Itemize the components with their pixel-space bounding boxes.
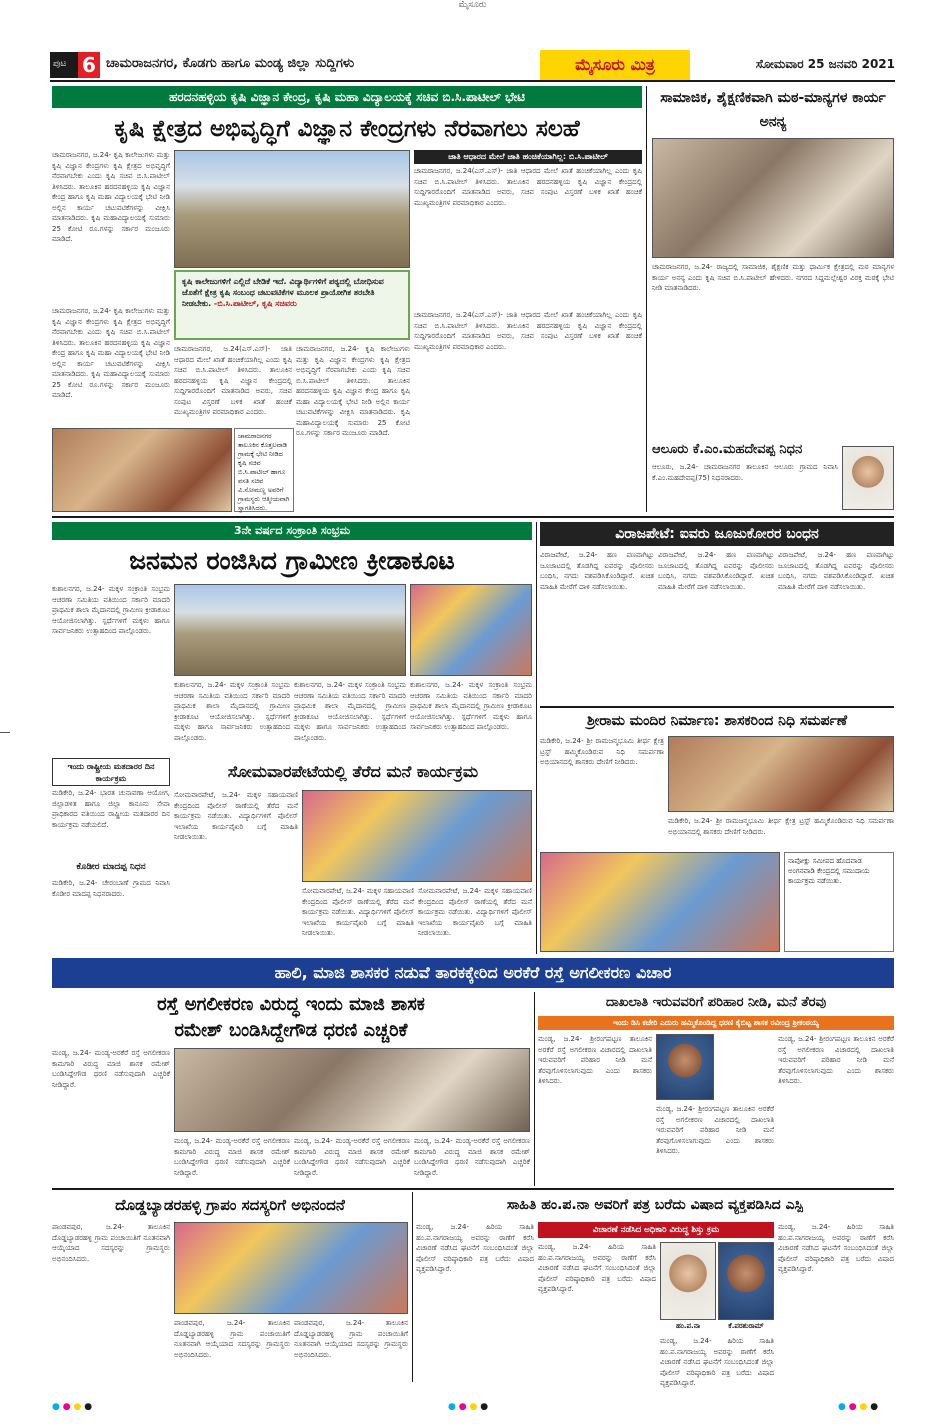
obituary-title: ಆಲೂರು ಕೆ.ಎಂ.ಮಹದೇವಪ್ಪ ನಿಧನ xyxy=(652,442,803,457)
felicitation-headline: ದೊಡ್ಡಬ್ಯಾಡರಹಳ್ಳಿ ಗ್ರಾಪಂ ಸದಸ್ಯರಿಗೆ ಅಭಿನಂದನೆ xyxy=(115,1196,345,1214)
letter-body-4: ಮಂಡ್ಯ, ಜ.24- ಹಿರಿಯ ಸಾಹಿತಿ ಹಂ.ಪ.ನಾಗರಾಜಯ್ಯ ಅವರನ್ನು ಠಾಣೆಗೆ ಕರೆಸಿ ವಿಚಾರಣೆ ನಡೆಸಿದ ಘಟನೆಗೆ ಸಂಬಂಧಿಸಿದಂತೆ ಜಿಲ್ಲಾ ಪೊಲೀಸ್ ವರಿಷ್ಠಾಧಿಕಾರಿ ಪತ್ರ ಬರೆದು ವಿಷಾದ ವ್ಯಕ್ತಪಡಿಸಿದ್ದಾರೆ. xyxy=(778,1223,894,1273)
agri-body-5: ಚಾಮರಾಜನಗರ, ಜ.24- ಕೃಷಿ ಕಾಲೇಜುಗಳು ಮತ್ತು ಕೃಷಿ ವಿಜ್ಞಾನ ಕೇಂದ್ರಗಳು ಕೃಷಿ ಕ್ಷೇತ್ರದ ಅಭಿವೃದ್ಧಿಗೆ ನೆರವಾಗಬೇಕು ಎಂದು ಕೃಷಿ ಸಚಿವ ಬಿ.ಸಿ.ಪಾಟೀಲ್ ತಿಳಿಸಿದರು. ತಾಲೂಕಿನ ಹರದನಹಳ್ಳಿಯ ಕೃಷಿ ವಿಜ್ಞಾನ ಕೇಂದ್ರ ಹಾಗೂ ಕೃಷಿ ಮಹಾ ವಿದ್ಯಾಲಯಕ್ಕೆ ಭೇಟಿ ನೀಡಿ ಅಲ್ಲಿನ ಕಾರ್ಯ ಚಟುವಟಿಕೆಗಳನ್ನು ವೀಕ್ಷಿಸಿ ಮಾತನಾಡಿದರು. ಕೃಷಿ ಮಹಾವಿದ್ಯಾಲಯಕ್ಕೆ ಸುಮಾರು 25 ಕೋಟಿ ರೂ.ಗಳನ್ನು ಸರ್ಕಾರ ಮಂಜೂರು ಮಾಡಿದೆ. xyxy=(296,345,410,437)
virajpet-body-2: ವಿರಾಜಪೇಟೆ, ಜ.24- ಹಣ ಪಣವಾಗಿಟ್ಟು ಜೂಜಾಟದಲ್ಲಿ ತೊಡಗಿದ್ದ ಐವರನ್ನು ಪೊಲೀಸರು ಬಂಧಿಸಿ, ನಗದು ವಶಪಡಿಸಿಕೊಂಡಿದ್ದಾರೆ. ಖಚಿತ ಮಾಹಿತಿ ಮೇರೆಗೆ ದಾಳಿ ನಡೆಸಲಾಯಿತು. xyxy=(658,551,774,591)
fold-mark xyxy=(0,732,10,733)
road-banner: ಹಾಲಿ, ಮಾಜಿ ಶಾಸಕರ ನಡುವೆ ತಾರಕಕ್ಕೇರಿದ ಅರಕೆರೆ ರಸ್ತೆ ಅಗಲೀಕರಣ ವಿಚಾರ xyxy=(52,958,894,988)
column-rule xyxy=(646,86,647,512)
brand-logo: ಮೈಸೂರು ಮಿತ್ರ xyxy=(540,50,690,80)
ram-mandir-body: ಮಡಿಕೇರಿ, ಜ.24- ಶ್ರೀ ರಾಮಜನ್ಮಭೂಮಿ ತೀರ್ಥ ಕ್ಷೇತ್ರ ಟ್ರಸ್ಟ್ ಹಮ್ಮಿಕೊಂಡಿರುವ ನಿಧಿ ಸಮರ್ಪಣಾ ಅಭಿಯಾನದಲ್ಲಿ ಶಾಸಕರು ದೇಣಿಗೆ ನೀಡಿದರು. xyxy=(540,737,664,766)
sports-photo-tug xyxy=(174,584,406,676)
registration-marks-center: ● ● ● ● xyxy=(448,1402,489,1412)
agri-subhead: ಜಾತಿ ಆಧಾರದ ಮೇಲೆ ಜಾತಿ ಹಂಚಿಕೆಯಾಗಿಲ್ಲ: ಬಿ.ಸಿ.ಪಾಟೀಲ್ xyxy=(414,150,642,164)
issue-date: ಸೋಮವಾರ 25 ಜನವರಿ 2021 xyxy=(755,57,895,71)
obituary-portrait xyxy=(842,446,894,510)
sports-kicker: 3ನೇ ವರ್ಷದ ಸಂಕ್ರಾಂತಿ ಸಂಭ್ರಮ xyxy=(52,522,532,540)
letter-body-2: ಮಂಡ್ಯ, ಜ.24- ಹಿರಿಯ ಸಾಹಿತಿ ಹಂ.ಪ.ನಾಗರಾಜಯ್ಯ ಅವರನ್ನು ಠಾಣೆಗೆ ಕರೆಸಿ ವಿಚಾರಣೆ ನಡೆಸಿದ ಘಟನೆಗೆ ಸಂಬಂಧಿಸಿದಂತೆ ಜಿಲ್ಲಾ ಪೊಲೀಸ್ ವರಿಷ್ಠಾಧಿಕಾರಿ ಪತ್ರ ಬರೆದು ವಿಷಾದ ವ್ಯಕ್ತಪಡಿಸಿದ್ದಾರೆ. xyxy=(538,1243,656,1293)
agri-body-3: ಚಾಮರಾಜನಗರ, ಜ.24- ಕೃಷಿ ಕಾಲೇಜುಗಳು ಮತ್ತು ಕೃಷಿ ವಿಜ್ಞಾನ ಕೇಂದ್ರಗಳು ಕೃಷಿ ಕ್ಷೇತ್ರದ ಅಭಿವೃದ್ಧಿಗೆ ನೆರವಾಗಬೇಕು ಎಂದು ಕೃಷಿ ಸಚಿವ ಬಿ.ಸಿ.ಪಾಟೀಲ್ ತಿಳಿಸಿದರು. ತಾಲೂಕಿನ ಹರದನಹಳ್ಳಿಯ ಕೃಷಿ ವಿಜ್ಞಾನ ಕೇಂದ್ರ ಹಾಗೂ ಕೃಷಿ ಮಹಾ ವಿದ್ಯಾಲಯಕ್ಕೆ ಭೇಟಿ ನೀಡಿ ಅಲ್ಲಿನ ಕಾರ್ಯ ಚಟುವಟಿಕೆಗಳನ್ನು ವೀಕ್ಷಿಸಿ ಮಾತನಾಡಿದರು. ಕೃಷಿ ಮಹಾವಿದ್ಯಾಲಯಕ್ಕೆ ಸುಮಾರು 25 ಕೋಟಿ ರೂ.ಗಳನ್ನು ಸರ್ಕಾರ ಮಂಜೂರು ಮಾಡಿದೆ. xyxy=(52,307,170,399)
open-house-photo xyxy=(302,790,532,882)
column-rule-3 xyxy=(534,992,535,1186)
writer-portrait xyxy=(660,1242,716,1320)
anganwadi-photo xyxy=(540,852,780,952)
road-side-headline: ದಾಖಲಾತಿ ಇರುವವರಿಗೆ ಪರಿಹಾರ ನೀಡಿ, ಮನೆ ತೆರವು xyxy=(605,995,827,1010)
section-rule-2 xyxy=(52,1188,894,1190)
mla-portrait xyxy=(656,1034,714,1100)
letter-body-3: ಮಂಡ್ಯ, ಜ.24- ಹಿರಿಯ ಸಾಹಿತಿ ಹಂ.ಪ.ನಾಗರಾಜಯ್ಯ ಅವರನ್ನು ಠಾಣೆಗೆ ಕರೆಸಿ ವಿಚಾರಣೆ ನಡೆಸಿದ ಘಟನೆಗೆ ಸಂಬಂಧಿಸಿದಂತೆ ಜಿಲ್ಲಾ ಪೊಲೀಸ್ ವರಿಷ್ಠಾಧಿಕಾರಿ ಪತ್ರ ಬರೆದು ವಿಷಾದ ವ್ಯಕ್ತಪಡಿಸಿದ್ದಾರೆ. xyxy=(660,1337,774,1387)
virajpet-headline: ವಿರಾಜಪೇಟೆ: ಐವರು ಜೂಜುಕೋರರ ಬಂಧನ xyxy=(540,522,894,546)
virajpet-body: ವಿರಾಜಪೇಟೆ, ಜ.24- ಹಣ ಪಣವಾಗಿಟ್ಟು ಜೂಜಾಟದಲ್ಲಿ ತೊಡಗಿದ್ದ ಐವರನ್ನು ಪೊಲೀಸರು ಬಂಧಿಸಿ, ನಗದು ವಶಪಡಿಸಿಕೊಂಡಿದ್ದಾರೆ. ಖಚಿತ ಮಾಹಿತಿ ಮೇರೆಗೆ ದಾಳಿ ನಡೆಸಲಾಯಿತು. xyxy=(540,551,654,591)
writer-portrait-caption: ಹಂ.ಪ.ನಾ xyxy=(675,1322,701,1330)
pull-quote-text: ಕೃಷಿ ಕಾಲೇಜುಗಳಿಗೆ ಎಲ್ಲಿದೆ ಬೇಡಿಕೆ ಇದೆ. ವಿದ್ಯಾರ್ಥಿಗಳಿಗೆ ಪಠ್ಯದಲ್ಲಿ ಬೋಧಿಸುವ ಜೊತೆಗೆ ಕ್ಷೇತ್ರ ಕೃಷಿ ಸಂಬಂಧ ಚಟುವಟಿಕೆಗಳ ಮೂಲಕ ಪ್ರಾಯೋಗಿಕ ತರಬೇತಿ ನೀಡಬೇಕು. xyxy=(182,277,384,308)
road-headline-line-2: ರಮೇಶ್ ಬಂಡಿಸಿದ್ದೇಗೌಡ ಧರಣಿ ಎಚ್ಚರಿಕೆ xyxy=(174,1020,408,1041)
felicitation-photo xyxy=(174,1222,408,1314)
registration-marks-left: ● ● ● ● xyxy=(52,1402,93,1412)
section-rule xyxy=(52,516,894,518)
open-house-body-2: ಸೋಮವಾರಪೇಟೆ, ಜ.24- ಮಕ್ಕಳ ಸಹಾಯವಾಣಿ ಕೇಂದ್ರದಿಂದ ಪೊಲೀಸ್ ಠಾಣೆಯಲ್ಲಿ ತೆರೆದ ಮನೆ ಕಾರ್ಯಕ್ರಮ ನಡೆಯಿತು. ವಿದ್ಯಾರ್ಥಿಗಳಿಗೆ ಪೊಲೀಸ್ ಇಲಾಖೆಯ ಕಾರ್ಯವೈಖರಿ ಬಗ್ಗೆ ಮಾಹಿತಿ ನೀಡಲಾಯಿತು. xyxy=(302,887,414,937)
road-photo-press-meet xyxy=(174,1048,530,1132)
sports-headline: ಜನಮನ ರಂಜಿಸಿದ ಗ್ರಾಮೀಣ ಕ್ರೀಡಾಕೂಟ xyxy=(129,546,455,575)
ram-mandir-photo xyxy=(668,736,894,812)
column-rule-4 xyxy=(412,1192,413,1382)
felicitation-body-3: ಪಾಂಡವಪುರ, ಜ.24- ತಾಲೂಕಿನ ದೊಡ್ಡಬ್ಯಾಡರಹಳ್ಳಿ ಗ್ರಾಮ ಪಂಚಾಯಿತಿಗೆ ನೂತನವಾಗಿ ಆಯ್ಕೆಯಾದ ಸದಸ್ಯರನ್ನು ಗ್ರಾಮಸ್ಥರು ಅಭಿನಂದಿಸಿದರು. xyxy=(294,1319,408,1359)
column-rule-2 xyxy=(536,522,537,954)
pull-quote-signature: -ಬಿ.ಸಿ.ಪಾಟೀಲ್, ಕೃಷಿ ಸಚಿವರು xyxy=(213,299,297,308)
road-side-tag: ಇಂದು ಡಿಸಿ ಕಚೇರಿ ಎದುರು ಹಮ್ಮಿಕೊಂಡಿದ್ದ ಧರಣಿ ಕೈಬಿಟ್ಟ ಶಾಸಕ ರವೀಂದ್ರ ಶ್ರೀಕಂಠಯ್ಯ xyxy=(538,1016,894,1030)
page-label: ಪುಟ xyxy=(50,52,100,78)
road-body-2: ಮಂಡ್ಯ, ಜ.24- ಮಂಡ್ಯ-ಅರಕೆರೆ ರಸ್ತೆ ಅಗಲೀಕರಣ ಕಾಮಗಾರಿ ವಿರುದ್ಧ ಮಾಜಿ ಶಾಸಕ ರಮೇಶ್ ಬಂಡಿಸಿದ್ದೇಗೌಡ ಧರಣಿ ನಡೆಸುವುದಾಗಿ ಎಚ್ಚರಿಕೆ ನೀಡಿದ್ದಾರೆ. xyxy=(174,1137,290,1177)
road-side-body-3: ಮಂಡ್ಯ, ಜ.24- ಶ್ರೀರಂಗಪಟ್ಟಣ ತಾಲೂಕಿನ ಅರಕೆರೆ ರಸ್ತೆ ಅಗಲೀಕರಣ ವಿಚಾರದಲ್ಲಿ ದಾಖಲಾತಿ ಇರುವವರಿಗೆ ಪರಿಹಾರ ನೀಡಿ ಮನೆ ತೆರವುಗೊಳಿಸಲಾಗುವುದು ಎಂದು ಶಾಸಕರು ತಿಳಿಸಿದರು. xyxy=(778,1035,894,1085)
road-headline-line-1: ರಸ್ತೆ ಅಗಲೀಕರಣ ವಿರುದ್ಧ ಇಂದು ಮಾಜಿ ಶಾಸಕ xyxy=(157,994,425,1015)
brief-voters-day-body: ಮಡಿಕೇರಿ, ಜ.24- ಭಾರತ ಚುನಾವಣಾ ಆಯೋಗ, ಜಿಲ್ಲಾಡಳಿತ ಹಾಗೂ ಜಿಲ್ಲಾ ಕಾನೂನು ಸೇವಾ ಪ್ರಾಧಿಕಾರದ ವತಿಯಿಂದ ರಾಷ್ಟ್ರೀಯ ಮತದಾರರ ದಿನ ಕಾರ್ಯಕ್ರಮ ನಡೆಯಲಿದೆ. xyxy=(52,789,170,829)
registration-marks-right: ● ● ● ● xyxy=(838,1402,879,1412)
sports-body-2: ಕುಶಾಲನಗರ, ಜ.24- ಮಕ್ಕಳ ಸಂಕ್ರಾಂತಿ ಸಂಭ್ರಮ ಆಚರಣಾ ಸಮಿತಿಯ ವತಿಯಿಂದ ಸರ್ಕಾರಿ ಮಾದರಿ ಪ್ರಾಥಮಿಕ ಶಾಲಾ ಮೈದಾನದಲ್ಲಿ ಗ್ರಾಮೀಣ ಕ್ರೀಡಾಕೂಟ ಆಯೋಜಿಸಲಾಗಿತ್ತು. ಸ್ಪರ್ಧೆಗಳಿಗೆ ಮಕ್ಕಳು ಹಾಗೂ ಸಾರ್ವಜನಿಕರು ಉತ್ಸಾಹದಿಂದ ಪಾಲ್ಗೊಂಡರು. xyxy=(174,681,290,742)
anganwadi-caption: ನಾಪೋಕ್ಲು ಸಮೀಪದ ಹೊದವಾಡ ಅಂಗನವಾಡಿ ಕೇಂದ್ರದಲ್ಲಿ ಸಮುದಾಯ ಕಾರ್ಯಕ್ರಮ ನಡೆಯಿತು. xyxy=(784,852,894,952)
sports-photo-children xyxy=(410,584,532,676)
agri-photo-welcome xyxy=(52,428,232,512)
brief-obituary-body: ಮಡಿಕೇರಿ, ಜ.24- ಚೇರಂಬಾಣೆ ಗ್ರಾಮದ ನಿವಾಸಿ ಕೊಡೀರ ಮಾದಪ್ಪ ನಿಧನರಾದರು. xyxy=(52,879,170,898)
open-house-body: ಸೋಮವಾರಪೇಟೆ, ಜ.24- ಮಕ್ಕಳ ಸಹಾಯವಾಣಿ ಕೇಂದ್ರದಿಂದ ಪೊಲೀಸ್ ಠಾಣೆಯಲ್ಲಿ ತೆರೆದ ಮನೆ ಕಾರ್ಯಕ್ರಮ ನಡೆಯಿತು. ವಿದ್ಯಾರ್ಥಿಗಳಿಗೆ ಪೊಲೀಸ್ ಇಲಾಖೆಯ ಕಾರ್ಯವೈಖರಿ ಬಗ್ಗೆ ಮಾಹಿತಿ ನೀಡಲಾಯಿತು. xyxy=(174,791,298,841)
road-body: ಮಂಡ್ಯ, ಜ.24- ಮಂಡ್ಯ-ಅರಕೆರೆ ರಸ್ತೆ ಅಗಲೀಕರಣ ಕಾಮಗಾರಿ ವಿರುದ್ಧ ಮಾಜಿ ಶಾಸಕ ರಮೇಶ್ ಬಂಡಿಸಿದ್ದೇಗೌಡ ಧರಣಿ ನಡೆಸುವುದಾಗಿ ಎಚ್ಚರಿಕೆ ನೀಡಿದ್ದಾರೆ. xyxy=(52,1049,170,1089)
agri-body-6: ಚಾಮರಾಜನಗರ, ಜ.24(ಎಸ್.ಎಸ್)- ಜಾತಿ ಆಧಾರದ ಮೇಲೆ ಖಾತೆ ಹಂಚಿಕೆಯಾಗಿಲ್ಲ ಎಂದು ಕೃಷಿ ಸಚಿವ ಬಿ.ಸಿ.ಪಾಟೀಲ್ ತಿಳಿಸಿದರು. ತಾಲೂಕಿನ ಹರದನಹಳ್ಳಿಯ ಕೃಷಿ ವಿಜ್ಞಾನ ಕೇಂದ್ರದಲ್ಲಿ ಸುದ್ದಿಗಾರರೊಂದಿಗೆ ಮಾತನಾಡಿದ ಅವರು, ಸಚಿವ ಸಂಪುಟ ವಿಸ್ತರಣೆ ಬಳಿಕ ಖಾತೆ ಹಂಚಿಕೆ ಮುಖ್ಯಮಂತ್ರಿಗಳ ಪರಮಾಧಿಕಾರ ಎಂದರು. xyxy=(414,311,642,351)
open-house-headline: ಸೋಮವಾರಪೇಟೆಯಲ್ಲಿ ತೆರೆದ ಮನೆ ಕಾರ್ಯಕ್ರಮ xyxy=(227,762,479,781)
felicitation-body-2: ಪಾಂಡವಪುರ, ಜ.24- ತಾಲೂಕಿನ ದೊಡ್ಡಬ್ಯಾಡರಹಳ್ಳಿ ಗ್ರಾಮ ಪಂಚಾಯಿತಿಗೆ ನೂತನವಾಗಿ ಆಯ್ಕೆಯಾದ ಸದಸ್ಯರನ್ನು ಗ್ರಾಮಸ್ಥರು ಅಭಿನಂದಿಸಿದರು. xyxy=(174,1319,290,1359)
mutt-photo-visit xyxy=(652,138,894,258)
sports-body-3: ಕುಶಾಲನಗರ, ಜ.24- ಮಕ್ಕಳ ಸಂಕ್ರಾಂತಿ ಸಂಭ್ರಮ ಆಚರಣಾ ಸಮಿತಿಯ ವತಿಯಿಂದ ಸರ್ಕಾರಿ ಮಾದರಿ ಪ್ರಾಥಮಿಕ ಶಾಲಾ ಮೈದಾನದಲ್ಲಿ ಗ್ರಾಮೀಣ ಕ್ರೀಡಾಕೂಟ ಆಯೋಜಿಸಲಾಗಿತ್ತು. ಸ್ಪರ್ಧೆಗಳಿಗೆ ಮಕ್ಕಳು ಹಾಗೂ ಸಾರ್ವಜನಿಕರು ಉತ್ಸಾಹದಿಂದ ಪಾಲ್ಗೊಂಡರು. xyxy=(294,681,406,742)
road-side-body: ಮಂಡ್ಯ, ಜ.24- ಶ್ರೀರಂಗಪಟ್ಟಣ ತಾಲೂಕಿನ ಅರಕೆರೆ ರಸ್ತೆ ಅಗಲೀಕರಣ ವಿಚಾರದಲ್ಲಿ ದಾಖಲಾತಿ ಇರುವವರಿಗೆ ಪರಿಹಾರ ನೀಡಿ ಮನೆ ತೆರವುಗೊಳಿಸಲಾಗುವುದು ಎಂದು ಶಾಸಕರು ತಿಳಿಸಿದರು. xyxy=(538,1035,652,1085)
agri-body-4: ಚಾಮರಾಜನಗರ, ಜ.24(ಎಸ್.ಎಸ್)- ಜಾತಿ ಆಧಾರದ ಮೇಲೆ ಖಾತೆ ಹಂಚಿಕೆಯಾಗಿಲ್ಲ ಎಂದು ಕೃಷಿ ಸಚಿವ ಬಿ.ಸಿ.ಪಾಟೀಲ್ ತಿಳಿಸಿದರು. ತಾಲೂಕಿನ ಹರದನಹಳ್ಳಿಯ ಕೃಷಿ ವಿಜ್ಞಾನ ಕೇಂದ್ರದಲ್ಲಿ ಸುದ್ದಿಗಾರರೊಂದಿಗೆ ಮಾತನಾಡಿದ ಅವರು, ಸಚಿವ ಸಂಪುಟ ವಿಸ್ತರಣೆ ಬಳಿಕ ಖಾತೆ ಹಂಚಿಕೆ ಮುಖ್ಯಮಂತ್ರಿಗಳ ಪರಮಾಧಿಕಾರ ಎಂದರು. xyxy=(174,345,292,416)
top-strip: ಮೈಸೂರು xyxy=(458,0,487,10)
sp-portrait-caption: ಕೆ.ಪರಶುರಾಮ್ xyxy=(728,1322,764,1330)
brief-obituary-title: ಕೊಡೀರ ಮಾದಪ್ಪ ನಿಧನ xyxy=(76,862,146,872)
region-title: ಚಾಮರಾಜನಗರ, ಕೊಡಗು ಹಾಗೂ ಮಂಡ್ಯ ಜಿಲ್ಲಾ ಸುದ್ದಿಗಳು xyxy=(106,56,355,71)
road-body-3: ಮಂಡ್ಯ, ಜ.24- ಮಂಡ್ಯ-ಅರಕೆರೆ ರಸ್ತೆ ಅಗಲೀಕರಣ ಕಾಮಗಾರಿ ವಿರುದ್ಧ ಮಾಜಿ ಶಾಸಕ ರಮೇಶ್ ಬಂಡಿಸಿದ್ದೇಗೌಡ ಧರಣಿ ನಡೆಸುವುದಾಗಿ ಎಚ್ಚರಿಕೆ ನೀಡಿದ್ದಾರೆ. xyxy=(294,1137,410,1177)
agri-body: ಚಾಮರಾಜನಗರ, ಜ.24- ಕೃಷಿ ಕಾಲೇಜುಗಳು ಮತ್ತು ಕೃಷಿ ವಿಜ್ಞಾನ ಕೇಂದ್ರಗಳು ಕೃಷಿ ಕ್ಷೇತ್ರದ ಅಭಿವೃದ್ಧಿಗೆ ನೆರವಾಗಬೇಕು ಎಂದು ಕೃಷಿ ಸಚಿವ ಬಿ.ಸಿ.ಪಾಟೀಲ್ ತಿಳಿಸಿದರು. ತಾಲೂಕಿನ ಹರದನಹಳ್ಳಿಯ ಕೃಷಿ ವಿಜ್ಞಾನ ಕೇಂದ್ರ ಹಾಗೂ ಕೃಷಿ ಮಹಾ ವಿದ್ಯಾಲಯಕ್ಕೆ ಭೇಟಿ ನೀಡಿ ಅಲ್ಲಿನ ಕಾರ್ಯ ಚಟುವಟಿಕೆಗಳನ್ನು ವೀಕ್ಷಿಸಿ ಮಾತನಾಡಿದರು. ಕೃಷಿ ಮಹಾವಿದ್ಯಾಲಯಕ್ಕೆ ಸುಮಾರು 25 ಕೋಟಿ ರೂ.ಗಳನ್ನು ಸರ್ಕಾರ ಮಂಜೂರು ಮಾಡಿದೆ. xyxy=(52,151,170,243)
brief-voters-day-title: ಇಂದು ರಾಷ್ಟ್ರೀಯ ಮತದಾರರ ದಿನ ಕಾರ್ಯಕ್ರಮ xyxy=(52,758,170,786)
agri-kicker: ಹರದನಹಳ್ಳಿಯ ಕೃಷಿ ವಿಜ್ಞಾನ ಕೇಂದ್ರ, ಕೃಷಿ ಮಹಾ ವಿದ್ಯಾಲಯಕ್ಕೆ ಸಚಿವ ಬಿ.ಸಿ.ಪಾಟೀಲ್ ಭೇಟಿ xyxy=(52,86,642,108)
felicitation-body: ಪಾಂಡವಪುರ, ಜ.24- ತಾಲೂಕಿನ ದೊಡ್ಡಬ್ಯಾಡರಹಳ್ಳಿ ಗ್ರಾಮ ಪಂಚಾಯಿತಿಗೆ ನೂತನವಾಗಿ ಆಯ್ಕೆಯಾದ ಸದಸ್ಯರನ್ನು ಗ್ರಾಮಸ್ಥರು ಅಭಿನಂದಿಸಿದರು. xyxy=(52,1223,170,1263)
agri-photo-caption: ಚಾಮರಾಜನಗರ ತಾಲೂಕಿನ ಕೊತ್ತಲವಾಡಿ ಗ್ರಾಮಕ್ಕೆ ಭೇಟಿ ನೀಡಿದ ಕೃಷಿ ಸಚಿವ ಬಿ.ಸಿ.ಪಾಟೀಲ್ ಹಾಗೂ ವಸತಿ ಸಚಿವ ವಿ.ಸೋಮಣ್ಣ ಅವರಿಗೆ ಗ್ರಾಮಸ್ಥರು ಆತ್ಮೀಯವಾಗಿ ಸ್ವಾಗತಿಸಿದರು. xyxy=(234,428,294,512)
sports-body-4: ಕುಶಾಲನಗರ, ಜ.24- ಮಕ್ಕಳ ಸಂಕ್ರಾಂತಿ ಸಂಭ್ರಮ ಆಚರಣಾ ಸಮಿತಿಯ ವತಿಯಿಂದ ಸರ್ಕಾರಿ ಮಾದರಿ ಪ್ರಾಥಮಿಕ ಶಾಲಾ ಮೈದಾನದಲ್ಲಿ ಗ್ರಾಮೀಣ ಕ್ರೀಡಾಕೂಟ ಆಯೋಜಿಸಲಾಗಿತ್ತು. ಸ್ಪರ್ಧೆಗಳಿಗೆ ಮಕ್ಕಳು ಹಾಗೂ ಸಾರ್ವಜನಿಕರು ಉತ್ಸಾಹದಿಂದ ಪಾಲ್ಗೊಂಡರು. xyxy=(410,681,532,731)
virajpet-body-3: ವಿರಾಜಪೇಟೆ, ಜ.24- ಹಣ ಪಣವಾಗಿಟ್ಟು ಜೂಜಾಟದಲ್ಲಿ ತೊಡಗಿದ್ದ ಐವರನ್ನು ಪೊಲೀಸರು ಬಂಧಿಸಿ, ನಗದು ವಶಪಡಿಸಿಕೊಂಡಿದ್ದಾರೆ. ಖಚಿತ ಮಾಹಿತಿ ಮೇರೆಗೆ ದಾಳಿ ನಡೆಸಲಾಯಿತು. xyxy=(778,551,894,591)
ram-mandir-headline: ಶ್ರೀರಾಮ ಮಂದಿರ ನಿರ್ಮಾಣ: ಶಾಸಕರಿಂದ ನಿಧಿ ಸಮರ್ಪಣೆ xyxy=(540,706,894,732)
agri-photo-field-visit xyxy=(174,150,410,268)
obituary-body: ಆಲೂರು, ಜ.24- ಚಾಮರಾಜನಗರ ತಾಲೂಕಿನ ಆಲೂರು ಗ್ರಾಮದ ನಿವಾಸಿ ಕೆ.ಎಂ.ಮಹದೇವಪ್ಪ(75) ನಿಧನರಾದರು. xyxy=(652,463,838,482)
road-body-4: ಮಂಡ್ಯ, ಜ.24- ಮಂಡ್ಯ-ಅರಕೆರೆ ರಸ್ತೆ ಅಗಲೀಕರಣ ಕಾಮಗಾರಿ ವಿರುದ್ಧ ಮಾಜಿ ಶಾಸಕ ರಮೇಶ್ ಬಂಡಿಸಿದ್ದೇಗೌಡ ಧರಣಿ ನಡೆಸುವುದಾಗಿ ಎಚ್ಚರಿಕೆ ನೀಡಿದ್ದಾರೆ. xyxy=(414,1137,530,1177)
sports-body: ಕುಶಾಲನಗರ, ಜ.24- ಮಕ್ಕಳ ಸಂಕ್ರಾಂತಿ ಸಂಭ್ರಮ ಆಚರಣಾ ಸಮಿತಿಯ ವತಿಯಿಂದ ಸರ್ಕಾರಿ ಮಾದರಿ ಪ್ರಾಥಮಿಕ ಶಾಲಾ ಮೈದಾನದಲ್ಲಿ ಗ್ರಾಮೀಣ ಕ್ರೀಡಾಕೂಟ ಆಯೋಜಿಸಲಾಗಿತ್ತು. ಸ್ಪರ್ಧೆಗಳಿಗೆ ಮಕ್ಕಳು ಹಾಗೂ ಸಾರ್ವಜನಿಕರು ಉತ್ಸಾಹದಿಂದ ಪಾಲ್ಗೊಂಡರು. xyxy=(52,585,170,635)
road-side-body-2: ಮಂಡ್ಯ, ಜ.24- ಶ್ರೀರಂಗಪಟ್ಟಣ ತಾಲೂಕಿನ ಅರಕೆರೆ ರಸ್ತೆ ಅಗಲೀಕರಣ ವಿಚಾರದಲ್ಲಿ ದಾಖಲಾತಿ ಇರುವವರಿಗೆ ಪರಿಹಾರ ನೀಡಿ ಮನೆ ತೆರವುಗೊಳಿಸಲಾಗುವುದು ಎಂದು ಶಾಸಕರು ತಿಳಿಸಿದರು. xyxy=(656,1105,774,1155)
letter-body: ಮಂಡ್ಯ, ಜ.24- ಹಿರಿಯ ಸಾಹಿತಿ ಹಂ.ಪ.ನಾಗರಾಜಯ್ಯ ಅವರನ್ನು ಠಾಣೆಗೆ ಕರೆಸಿ ವಿಚಾರಣೆ ನಡೆಸಿದ ಘಟನೆಗೆ ಸಂಬಂಧಿಸಿದಂತೆ ಜಿಲ್ಲಾ ಪೊಲೀಸ್ ವರಿಷ್ಠಾಧಿಕಾರಿ ಪತ್ರ ಬರೆದು ವಿಷಾದ ವ್ಯಕ್ತಪಡಿಸಿದ್ದಾರೆ. xyxy=(416,1223,534,1273)
mutt-headline: ಸಾಮಾಜಿಕ, ಶೈಕ್ಷಣಿಕವಾಗಿ ಮಠ-ಮಾನ್ಯಗಳ ಕಾರ್ಯ ಅನನ್ಯ xyxy=(660,90,886,130)
agri-headline: ಕೃಷಿ ಕ್ಷೇತ್ರದ ಅಭಿವೃದ್ಧಿಗೆ ವಿಜ್ಞಾನ ಕೇಂದ್ರಗಳು ನೆರವಾಗಲು ಸಲಹೆ xyxy=(114,116,580,142)
sp-portrait xyxy=(718,1242,774,1320)
agri-body-2: ಚಾಮರಾಜನಗರ, ಜ.24(ಎಸ್.ಎಸ್)- ಜಾತಿ ಆಧಾರದ ಮೇಲೆ ಖಾತೆ ಹಂಚಿಕೆಯಾಗಿಲ್ಲ ಎಂದು ಕೃಷಿ ಸಚಿವ ಬಿ.ಸಿ.ಪಾಟೀಲ್ ತಿಳಿಸಿದರು. ತಾಲೂಕಿನ ಹರದನಹಳ್ಳಿಯ ಕೃಷಿ ವಿಜ್ಞಾನ ಕೇಂದ್ರದಲ್ಲಿ ಸುದ್ದಿಗಾರರೊಂದಿಗೆ ಮಾತನಾಡಿದ ಅವರು, ಸಚಿವ ಸಂಪುಟ ವಿಸ್ತರಣೆ ಬಳಿಕ ಖಾತೆ ಹಂಚಿಕೆ ಮುಖ್ಯಮಂತ್ರಿಗಳ ಪರಮಾಧಿಕಾರ ಎಂದರು. xyxy=(414,167,642,207)
agri-pull-quote xyxy=(174,270,410,340)
ram-mandir-body-2: ಮಡಿಕೇರಿ, ಜ.24- ಶ್ರೀ ರಾಮಜನ್ಮಭೂಮಿ ತೀರ್ಥ ಕ್ಷೇತ್ರ ಟ್ರಸ್ಟ್ ಹಮ್ಮಿಕೊಂಡಿರುವ ನಿಧಿ ಸಮರ್ಪಣಾ ಅಭಿಯಾನದಲ್ಲಿ ಶಾಸಕರು ದೇಣಿಗೆ ನೀಡಿದರು. xyxy=(668,817,894,836)
letter-headline: ಸಾಹಿತಿ ಹಂ.ಪ.ನಾ ಅವರಿಗೆ ಪತ್ರ ಬರೆದು ವಿಷಾದ ವ್ಯಕ್ತಪಡಿಸಿದ ಎಸ್ಪಿ xyxy=(506,1197,804,1213)
open-house-body-3: ಸೋಮವಾರಪೇಟೆ, ಜ.24- ಮಕ್ಕಳ ಸಹಾಯವಾಣಿ ಕೇಂದ್ರದಿಂದ ಪೊಲೀಸ್ ಠಾಣೆಯಲ್ಲಿ ತೆರೆದ ಮನೆ ಕಾರ್ಯಕ್ರಮ ನಡೆಯಿತು. ವಿದ್ಯಾರ್ಥಿಗಳಿಗೆ ಪೊಲೀಸ್ ಇಲಾಖೆಯ ಕಾರ್ಯವೈಖರಿ ಬಗ್ಗೆ ಮಾಹಿತಿ ನೀಡಲಾಯಿತು. xyxy=(418,887,532,937)
letter-tag: ವಿಚಾರಣೆ ನಡೆಸಿದ ಅಧಿಕಾರಿ ವಿರುದ್ಧ ಶಿಸ್ತು ಕ್ರಮ xyxy=(538,1222,774,1238)
page-header xyxy=(50,50,895,82)
mutt-body: ಚಾಮರಾಜನಗರ, ಜ.24- ರಾಜ್ಯದಲ್ಲಿ ಸಾಮಾಜಿಕ, ಶೈಕ್ಷಣಿಕ ಮತ್ತು ಧಾರ್ಮಿಕ ಕ್ಷೇತ್ರದಲ್ಲಿ ಮಠ ಮಾನ್ಯಗಳ ಕಾರ್ಯ ಅನನ್ಯ ಎಂದು ಕೃಷಿ ಸಚಿವ ಬಿ.ಸಿ.ಪಾಟೀಲ್ ಹೇಳಿದರು. ನಗರದ ಸಿದ್ದಮಲ್ಲೇಶ್ವರ ವಿರಕ್ತ ಮಠಕ್ಕೆ ಭೇಟಿ ನೀಡಿ ಮಾತನಾಡಿದರು. xyxy=(652,263,894,292)
page-number: 6 xyxy=(78,52,100,78)
